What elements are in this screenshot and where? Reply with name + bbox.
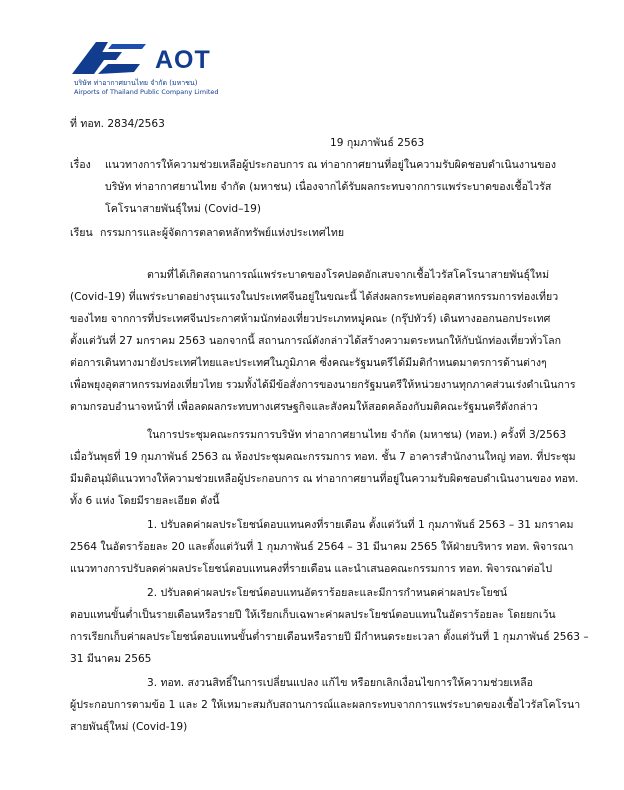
- logo-company-name-th: บริษัท ท่าอากาศยานไทย จำกัด (มหาชน): [74, 79, 198, 87]
- subject-line: แนวทางการให้ความช่วยเหลือผู้ประกอบการ ณ ท่าอากาศยานที่อยู่ในความรับผิดชอบดำเนินงานของ: [105, 159, 557, 171]
- subject-line: บริษัท ท่าอากาศยานไทย จำกัด (มหาชน) เนื่องจากได้รับผลกระทบจากการแพร่ระบาดของเชื้อไวรัส: [105, 181, 552, 193]
- paragraph-line: ต่อการเดินทางมายังประเทศไทยและประเทศในภูมิภาค ซึ่งคณะรัฐมนตรีได้มีมติกำหนดมาตรการด้านต่างๆ: [70, 357, 547, 369]
- list-item-line: การเรียกเก็บค่าผลประโยชน์ตอบแทนขั้นต่ำรายเดือนหรือรายปี มีกำหนดระยะเวลา ตั้งแต่วันที่ 1 กุมภาพันธ์ 2563 –: [70, 631, 589, 643]
- list-item-line: 1. ปรับลดค่าผลประโยชน์ตอบแทนคงที่รายเดือน ตั้งแต่วันที่ 1 กุมภาพันธ์ 2563 – 31 มกราคม: [147, 519, 574, 531]
- list-item-line: 3. ทอท. สงวนสิทธิ์ในการเปลี่ยนแปลง แก้ไข หรือยกเลิกเงื่อนไขการให้ความช่วยเหลือ: [147, 677, 533, 689]
- paragraph-line: ตั้งแต่วันที่ 27 มกราคม 2563 นอกจากนี้ สถานการณ์ดังกล่าวได้สร้างความตระหนกให้กับนักท่องเที่ยวทั่วโลก: [70, 335, 562, 347]
- paragraph-line: (Covid-19) ที่แพร่ระบาดอย่างรุนแรงในประเทศจีนอยู่ในขณะนี้ ได้ส่งผลกระทบต่ออุตสาหกรรมการท่องเที่ยว: [70, 291, 559, 303]
- list-item-line: สายพันธุ์ใหม่ (Covid-19): [70, 721, 188, 733]
- aot-emblem-icon: [68, 38, 158, 78]
- list-item-line: 31 มีนาคม 2565: [70, 653, 152, 665]
- paragraph-line: ตามกรอบอำนาจหน้าที่ เพื่อลดผลกระทบทางเศรษฐกิจและสังคมให้สอดคล้องกับมติคณะรัฐมนตรีดังกล่าว: [70, 401, 538, 413]
- paragraph-line: ในการประชุมคณะกรรมการบริษัท ท่าอากาศยานไทย จำกัด (มหาชน) (ทอท.) ครั้งที่ 3/2563: [147, 429, 567, 441]
- subject-line: โคโรนาสายพันธุ์ใหม่ (Covid–19): [105, 203, 262, 215]
- logo-company-name-en: Airports of Thailand Public Company Limited: [74, 88, 219, 96]
- subject-label: เรื่อง: [70, 159, 91, 171]
- list-item-line: ตอบแทนขั้นต่ำเป็นรายเดือนหรือรายปี ให้เรียกเก็บเฉพาะค่าผลประโยชน์ตอบแทนในอัตราร้อยละ โดยยกเว้น: [70, 609, 556, 621]
- logo-wordmark: AOT: [155, 46, 211, 74]
- list-item-line: 2. ปรับลดค่าผลประโยชน์ตอบแทนอัตราร้อยละและมีการกำหนดค่าผลประโยชน์: [147, 587, 508, 599]
- aot-logo: [68, 38, 238, 100]
- list-item-line: แนวทางการปรับลดค่าผลประโยชน์ตอบแทนคงที่รายเดือน และนำเสนอคณะกรรมการ ทอท. พิจารณาต่อไป: [70, 563, 553, 575]
- paragraph-line: ของไทย จากการที่ประเทศจีนประกาศห้ามนักท่องเที่ยวประเภทหมู่คณะ (กรุ๊ปทัวร์) เดินทางออกนอกประเทศ: [70, 313, 551, 325]
- reference-number: ที่ ทอท. 2834/2563: [70, 118, 165, 130]
- list-item-line: 2564 ในอัตราร้อยละ 20 และตั้งแต่วันที่ 1 กุมภาพันธ์ 2564 – 31 มีนาคม 2565 ให้ฝ่ายบริหาร ทอท. พิจารณา: [70, 541, 574, 553]
- paragraph-line: เมื่อวันพุธที่ 19 กุมภาพันธ์ 2563 ณ ห้องประชุมคณะกรรมการ ทอท. ชั้น 7 อาคารสำนักงานใหญ่ ทอท. ที่ประชุม: [70, 451, 576, 463]
- letter-date: 19 กุมภาพันธ์ 2563: [330, 137, 425, 149]
- paragraph-line: มีมติอนุมัติแนวทางให้ความช่วยเหลือผู้ประกอบการ ณ ท่าอากาศยานที่อยู่ในความรับผิดชอบดำเนินงานของ ทอท.: [70, 473, 579, 485]
- paragraph-line: ทั้ง 6 แห่ง โดยมีรายละเอียด ดังนี้: [70, 495, 220, 507]
- recipient-label: เรียน: [70, 227, 93, 239]
- paragraph-line: เพื่อพยุงอุตสาหกรรมท่องเที่ยวไทย รวมทั้งได้มีข้อสั่งการของนายกรัฐมนตรีให้หน่วยงานทุกภาคส่วนเร่งดำเนินการ: [70, 379, 576, 391]
- paragraph-line: ตามที่ได้เกิดสถานการณ์แพร่ระบาดของโรคปอดอักเสบจากเชื้อไวรัสโคโรนาสายพันธุ์ใหม่: [147, 269, 550, 281]
- recipient-text: กรรมการและผู้จัดการตลาดหลักทรัพย์แห่งประเทศไทย: [100, 227, 345, 239]
- list-item-line: ผู้ประกอบการตามข้อ 1 และ 2 ให้เหมาะสมกับสถานการณ์และผลกระทบจากการแพร่ระบาดของเชื้อไวรัสโคโรนา: [70, 699, 581, 711]
